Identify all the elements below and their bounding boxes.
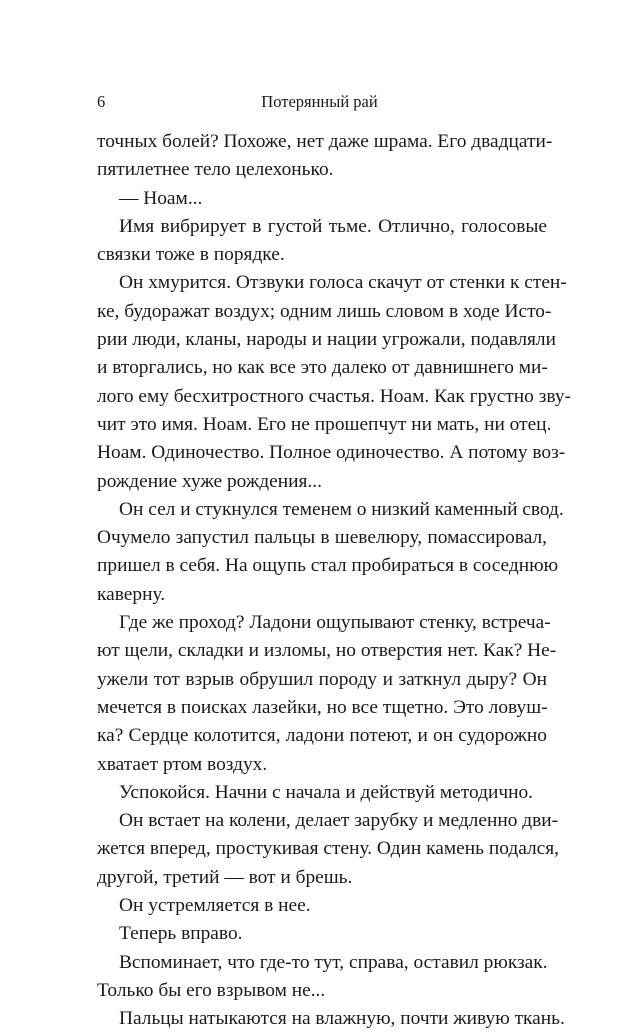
text-line: каверну.: [97, 583, 166, 605]
text-line: пришел в себя. На ощупь стал пробираться в соседнюю: [97, 555, 559, 577]
text-line: Он хмурится. Отзвуки голоса скачут от стенки к стен-: [119, 272, 567, 294]
text-line: Он встает на колени, делает зарубку и медленно дви-: [119, 810, 559, 832]
text-line: жется вперед, простукивая стену. Один камень подался,: [97, 838, 560, 860]
body-text: [97, 128, 572, 1034]
text-line: Только бы его взрывом не...: [97, 979, 326, 1001]
text-line: мечется в поисках лазейки, но все тщетно. Это ловуш-: [97, 696, 548, 718]
text-line: Успокойся. Начни с начала и действуй методично.: [119, 781, 534, 803]
page-number: 6: [97, 92, 106, 111]
text-line: Где же проход? Ладони ощупывают стенку, встреча-: [119, 612, 551, 634]
text-line: Он устремляется в нее.: [119, 895, 311, 917]
text-line: пятилетнее тело целехонько.: [97, 159, 334, 181]
text-line: Ноам. Одиночество. Полное одиночество. А потому воз-: [97, 442, 566, 464]
text-line: Пальцы натыкаются на влажную, почти живую ткань.: [119, 1008, 565, 1030]
text-line: хватает ртом воздух.: [97, 753, 268, 775]
text-line: связки тоже в порядке.: [97, 244, 285, 266]
page-header: [97, 91, 542, 113]
text-line: другой, третий — вот и брешь.: [97, 866, 353, 888]
text-line: лого ему бесхитростного счастья. Ноам. Как грустно зву-: [97, 385, 572, 407]
text-line: ке, будоражат воздух; одним лишь словом в ходе Исто-: [97, 300, 552, 322]
text-line: Теперь вправо.: [119, 923, 243, 945]
text-line: — Ноам...: [119, 187, 203, 209]
text-line: рождение хуже рождения...: [97, 470, 322, 492]
text-line: Имя вибрирует в густой тьме. Отлично, голосовые: [119, 215, 547, 237]
text-line: ка? Сердце колотится, ладони потеют, и он судорожно: [97, 725, 547, 747]
running-title: Потерянный рай: [261, 92, 378, 111]
text-line: рии люди, кланы, народы и нации угрожали, подавляли: [97, 329, 556, 351]
text-line: и вторгались, но как все это далеко от давнишнего ми-: [97, 357, 548, 379]
text-line: точных болей? Похоже, нет даже шрама. Его двадцати-: [97, 131, 553, 152]
text-line: Очумело запустил пальцы в шевелюру, помассировал,: [97, 527, 547, 549]
text-line: чит это имя. Ноам. Его не прошепчут ни мать, ни отец.: [97, 413, 552, 435]
text-line: ют щели, складки и изломы, но отверстия нет. Как? Не-: [97, 640, 557, 662]
text-line: Он сел и стукнулся теменем о низкий каменный свод.: [119, 498, 564, 520]
text-line: Вспоминает, что где-то тут, справа, оставил рюкзак.: [119, 951, 548, 973]
text-line: ужели тот взрыв обрушил породу и заткнул дыру? Он: [97, 668, 547, 690]
